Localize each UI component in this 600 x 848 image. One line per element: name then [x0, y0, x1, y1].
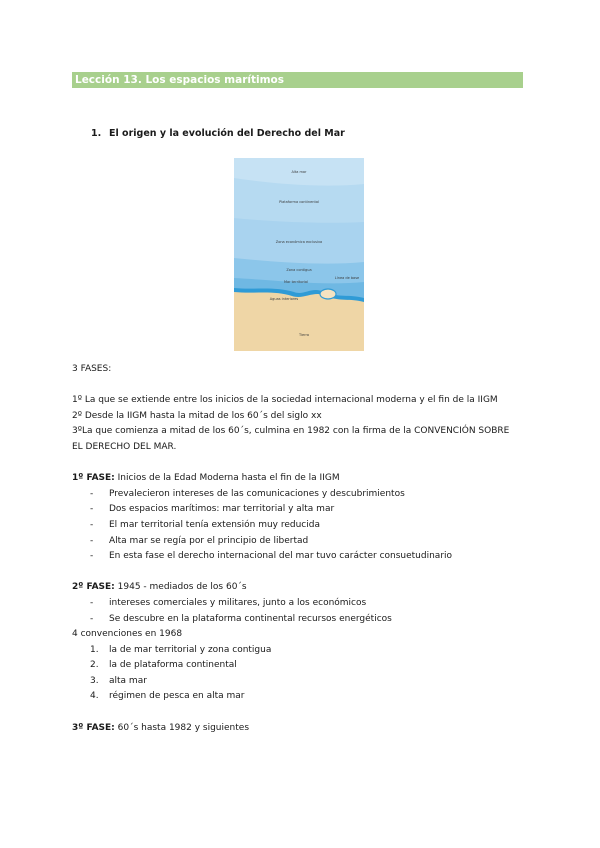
list-item: 2. la de plataforma continental [90, 660, 237, 671]
section-number: 1. [91, 128, 102, 139]
fase2-list [72, 596, 509, 627]
list-item: - El mar territorial tenía extensión muy reducida [90, 519, 320, 530]
fase3-summary-line1: 3ºLa que comienza a mitad de los 60´s, culmina en 1982 con la firma de la CONVENCIÓN SOBRE [72, 426, 510, 437]
list-item: 3. alta mar [90, 675, 147, 686]
island-shape [320, 289, 336, 299]
convenciones-heading: 4 convenciones en 1968 [72, 629, 183, 640]
list-item: - Prevalecieron intereses de las comunicaciones y descubrimientos [90, 488, 405, 499]
fase1-heading [72, 471, 509, 487]
fase3-text: 60´s hasta 1982 y siguientes [114, 722, 250, 733]
fase3-label: 3º FASE: [72, 722, 115, 733]
fase3-summary-line2: EL DERECHO DEL MAR. [72, 441, 177, 452]
intro-block [72, 362, 509, 736]
list-item: 4. régimen de pesca en alta mar [90, 691, 245, 702]
fase2-label: 2º FASE: [72, 582, 115, 593]
lesson-title-bar [72, 72, 523, 88]
section-title: El origen y la evolución del Derecho del Mar [109, 128, 345, 139]
label-aguas-interiores: Aguas interiores [269, 297, 299, 301]
section-heading [91, 128, 345, 139]
list-item: - Alta mar se regía por el principio de libertad [90, 535, 309, 546]
list-item: - intereses comerciales y militares, junto a los económicos [90, 597, 367, 608]
fase2-summary: 2º Desde la IIGM hasta la mitad de los 60´s del siglo xx [72, 410, 322, 421]
fase1-text: Inicios de la Edad Moderna hasta el fin de la IIGM [114, 473, 340, 484]
lesson-title: Lección 13. Los espacios marítimos [75, 74, 285, 86]
fase3-heading [72, 721, 509, 737]
fase2-heading [72, 580, 509, 596]
convenciones-list [72, 643, 509, 705]
maritime-zones-diagram [234, 158, 364, 351]
label-mar-territorial: Mar territorial [283, 280, 309, 284]
fase1-summary: 1º La que se extiende entre los inicios de la sociedad internacional moderna y el fin de la IIGM [72, 395, 498, 406]
label-zee: Zona económica exclusiva [275, 240, 323, 244]
label-zona-contigua: Zona contigua [286, 268, 312, 272]
label-alta-mar: Alta mar [291, 170, 307, 174]
list-item: - En esta fase el derecho internacional del mar tuvo carácter consuetudinario [90, 551, 453, 562]
label-tierra: Tierra [298, 333, 310, 337]
label-plataforma: Plataforma continental [279, 200, 319, 204]
land-area [234, 292, 364, 351]
list-item: 1. la de mar territorial y zona contigua [90, 644, 272, 655]
label-linea-base: Línea de base [334, 276, 360, 280]
fases-heading: 3 FASES: [72, 364, 112, 374]
fase1-label: 1º FASE: [72, 473, 115, 484]
fase1-list [72, 487, 509, 565]
list-item: - Dos espacios marítimos: mar territorial y alta mar [90, 504, 335, 515]
list-item: - Se descubre en la plataforma continental recursos energéticos [90, 613, 392, 624]
fase2-text: 1945 - mediados de los 60´s [114, 582, 247, 593]
